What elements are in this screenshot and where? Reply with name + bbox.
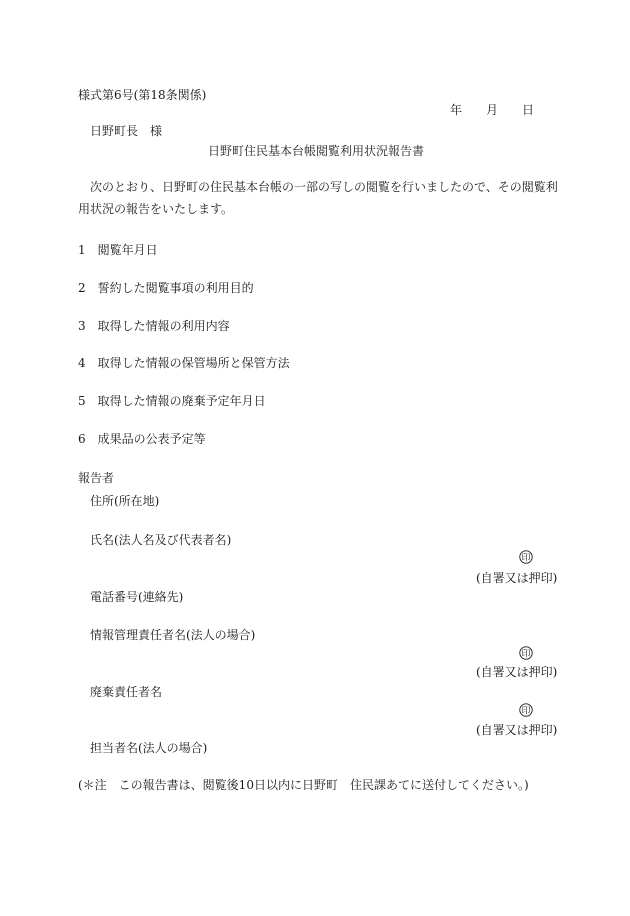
item-6: 6 成果品の公表予定等	[78, 432, 206, 446]
seal-icon	[519, 646, 533, 660]
seal-icon	[519, 703, 533, 717]
item-3: 3 取得した情報の利用内容	[78, 319, 230, 333]
contact-person-label: 担当者名(法人の場合)	[90, 741, 208, 755]
item-4: 4 取得した情報の保管場所と保管方法	[78, 356, 290, 370]
intro-paragraph: 次のとおり、日野町の住民基本台帳の一部の写しの閲覧を行いましたので、その閲覧利用状況の報告をいたします。	[78, 180, 558, 216]
reporter-phone-label: 電話番号(連絡先)	[90, 590, 184, 604]
seal-icon	[519, 550, 533, 564]
info-manager-label: 情報管理責任者名(法人の場合)	[90, 628, 256, 642]
addressee: 日野町長 様	[90, 124, 163, 138]
sign-note: (自署又は押印)	[476, 665, 558, 679]
reporter-heading: 報告者	[78, 471, 115, 485]
footnote: (＊注 この報告書は、閲覧後10日以内に日野町 住民課あてに送付してください。)	[78, 778, 529, 792]
form-number: 様式第6号(第18条関係)	[78, 88, 207, 102]
sign-note: (自署又は押印)	[476, 723, 558, 737]
reporter-address-label: 住所(所在地)	[90, 494, 160, 508]
seal-label: 印	[521, 649, 531, 660]
date-day: 日	[522, 103, 535, 117]
seal-label: 印	[521, 706, 531, 717]
date-year: 年	[450, 103, 463, 117]
disposal-manager-label: 廃棄責任者名	[90, 685, 163, 699]
date-month: 月	[486, 103, 499, 117]
item-2: 2 誓約した閲覧事項の利用目的	[78, 281, 254, 295]
item-1: 1 閲覧年月日	[78, 243, 158, 257]
document-title: 日野町住民基本台帳閲覧利用状況報告書	[208, 144, 425, 158]
sign-note: (自署又は押印)	[476, 571, 558, 585]
reporter-name-label: 氏名(法人名及び代表者名)	[90, 533, 232, 547]
item-5: 5 取得した情報の廃棄予定年月日	[78, 394, 266, 408]
seal-label: 印	[521, 553, 531, 564]
